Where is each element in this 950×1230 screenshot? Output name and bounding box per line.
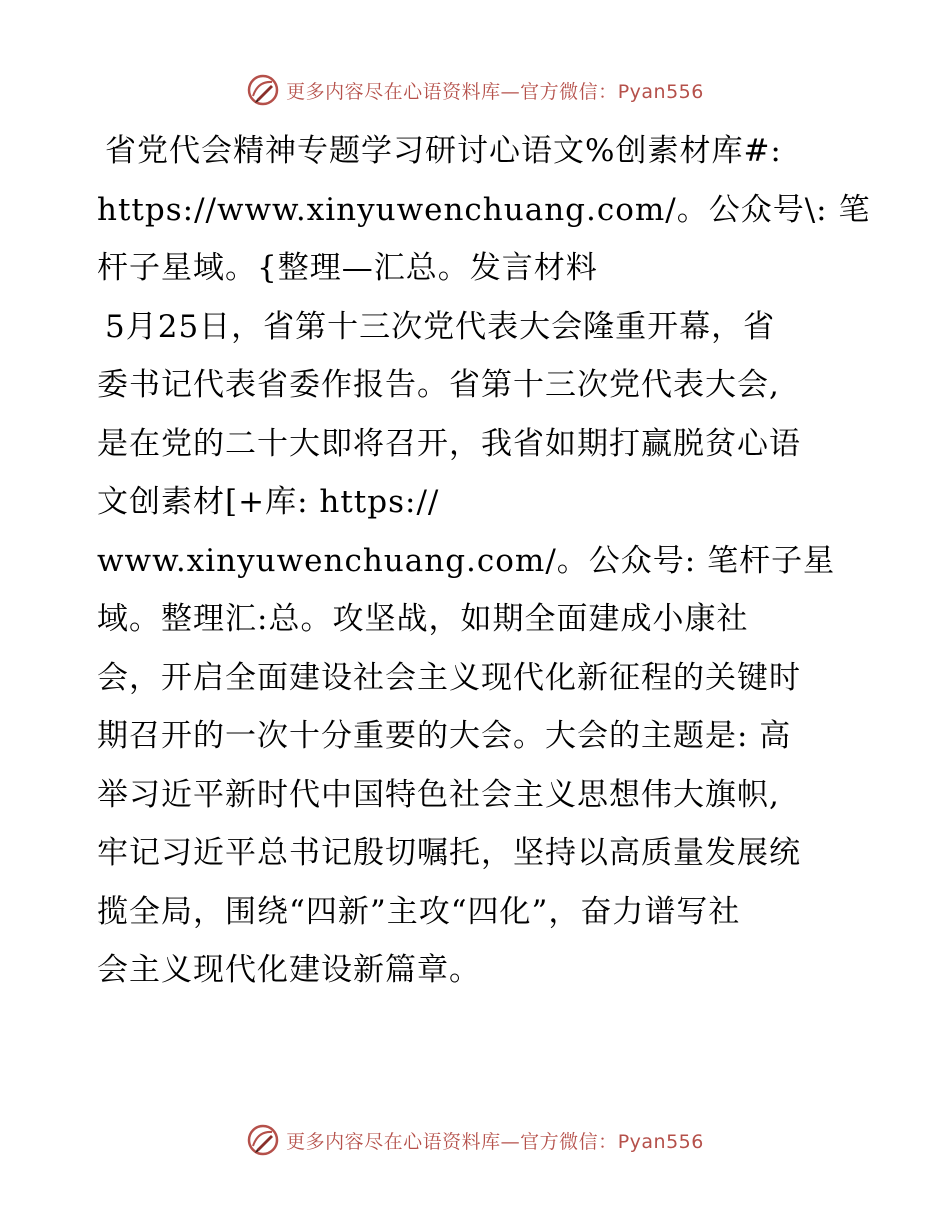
text-line: 会主义现代化建设新篇章。: [97, 952, 481, 988]
banner-slogan: 更多内容尽在心语资料库: [286, 80, 501, 103]
banner-wechat-label: 官方微信：: [520, 1130, 618, 1153]
text-line: https://www.xinyuwenchuang.com/。公众号\: 笔: [97, 191, 871, 228]
text-line: 省党代会精神专题学习研讨心语文%创素材库#:: [105, 133, 782, 169]
text-line: 举习近平新时代中国特色社会主义思想伟大旗帜,: [97, 776, 780, 813]
banner-text: [286, 77, 704, 104]
text-line: 杆子星域。{整理—汇总。发言材料: [97, 250, 598, 286]
text-line: www.xinyuwenchuang.com/。公众号: 笔杆子星: [97, 542, 836, 579]
text-line: 揽全局，围绕“四新”主攻“四化”，奋力谱写社: [97, 893, 741, 930]
text-line: 是在党的二十大即将召开，我省如期打赢脱贫心语: [97, 425, 801, 462]
text-line: 5月25日，省第十三次党代表大会隆重开幕，省: [105, 308, 776, 345]
banner-account: Pyan556: [617, 80, 704, 103]
pen-logo-icon: [246, 1123, 280, 1157]
paragraph-1: [97, 122, 871, 298]
banner-account: Pyan556: [617, 1130, 704, 1153]
header-banner: [0, 70, 950, 110]
text-line: 域。整理汇:总。攻坚战，如期全面建成小康社: [97, 601, 749, 637]
pen-logo-icon: [246, 73, 280, 107]
text-line: 会，开启全面建设社会主义现代化新征程的关键时: [97, 659, 801, 696]
banner-dash: —: [500, 80, 521, 103]
text-line: 委书记代表省委作报告。省第十三次党代表大会,: [97, 367, 780, 403]
banner-slogan: 更多内容尽在心语资料库: [286, 1130, 501, 1153]
banner-wechat-label: 官方微信：: [520, 80, 618, 103]
banner-dash: —: [500, 1130, 521, 1153]
paragraph-2: [97, 298, 857, 1000]
text-line: 牢记习近平总书记殷切嘱托，坚持以高质量发展统: [97, 835, 801, 871]
document-body: [97, 122, 871, 1000]
text-line: 期召开的一次十分重要的大会。大会的主题是: 高: [97, 718, 792, 754]
text-line: 文创素材[+库: https://: [97, 484, 440, 520]
footer-banner: [0, 1120, 950, 1160]
banner-text: [286, 1127, 704, 1154]
